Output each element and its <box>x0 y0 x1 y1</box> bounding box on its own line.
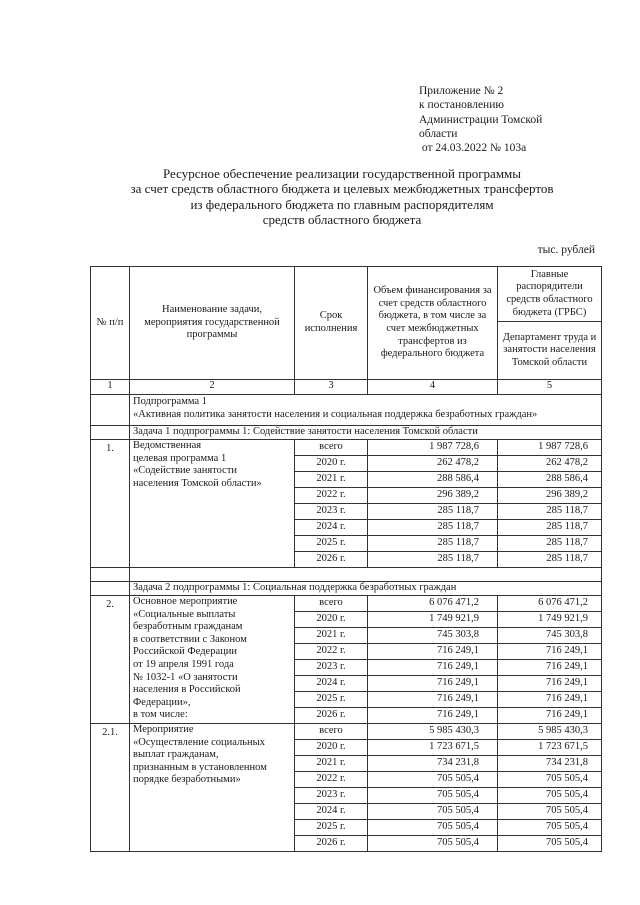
grbs-cell: 716 249,1 <box>498 644 602 660</box>
table-row <box>91 440 602 456</box>
amount-cell: 716 249,1 <box>368 644 498 660</box>
title-line: средств областного бюджета <box>262 212 422 228</box>
grbs-cell: 716 249,1 <box>498 692 602 708</box>
item-name <box>130 724 295 852</box>
item-name-line: Основное мероприятие <box>133 596 238 607</box>
col-number: 5 <box>498 380 602 395</box>
amount-cell: 296 389,2 <box>368 488 498 504</box>
period-cell: 2020 г. <box>295 456 368 472</box>
period-cell: 2023 г. <box>295 788 368 804</box>
period-cell: 2024 г. <box>295 804 368 820</box>
period-cell: 2026 г. <box>295 708 368 724</box>
grbs-cell: 705 505,4 <box>498 788 602 804</box>
period-cell: 2021 г. <box>295 628 368 644</box>
amount-cell: 288 586,4 <box>368 472 498 488</box>
grbs-cell: 705 505,4 <box>498 772 602 788</box>
table-row <box>91 724 602 740</box>
period-cell: 2025 г. <box>295 536 368 552</box>
item-number: 2. <box>91 596 130 724</box>
item-number: 1. <box>91 440 130 568</box>
period-cell: 2022 г. <box>295 644 368 660</box>
period-cell: 2026 г. <box>295 552 368 568</box>
item-2-group <box>91 596 602 724</box>
period-cell: 2021 г. <box>295 756 368 772</box>
item-name <box>130 596 295 724</box>
title-line: из федерального бюджета по главным распорядителям <box>190 196 494 212</box>
amount-cell: 262 478,2 <box>368 456 498 472</box>
period-cell: 2021 г. <box>295 472 368 488</box>
item-name-line: выплат гражданам, <box>133 749 219 761</box>
amount-cell: 716 249,1 <box>368 660 498 676</box>
item-name <box>130 440 295 568</box>
item-1-group <box>91 440 602 568</box>
col-number: 4 <box>368 380 498 395</box>
document-title <box>100 166 584 228</box>
grbs-cell: 734 231,8 <box>498 756 602 772</box>
col-number: 1 <box>91 380 130 395</box>
grbs-cell: 285 118,7 <box>498 536 602 552</box>
period-cell: 2025 г. <box>295 820 368 836</box>
grbs-cell: 716 249,1 <box>498 660 602 676</box>
period-cell: 2025 г. <box>295 692 368 708</box>
amount-cell: 1 723 671,5 <box>368 740 498 756</box>
period-cell: 2022 г. <box>295 488 368 504</box>
item-name-line: целевая программа 1 <box>133 452 227 464</box>
header-grbs-department: Департамент труда и занятости населения Томской области <box>498 322 602 380</box>
item-name-line: Российской Федерации <box>133 646 237 658</box>
appendix-line: области <box>419 127 458 140</box>
amount-cell: 705 505,4 <box>368 820 498 836</box>
item-name-line: Мероприятие <box>133 724 194 735</box>
item-name-line: в том числе: <box>133 709 188 721</box>
amount-cell: 716 249,1 <box>368 708 498 724</box>
header-amount: Объем финансирования за счет средств областного бюджета, в том числе за счет межбюджетных трансфертов из федерального бюджета <box>368 267 498 380</box>
item-name-line: «Содействие занятости <box>133 465 238 477</box>
subprogram-line: «Активная политика занятости населения и социальная поддержка безработных граждан» <box>133 408 538 420</box>
grbs-cell: 705 505,4 <box>498 804 602 820</box>
grbs-cell: 716 249,1 <box>498 676 602 692</box>
subprogram-line: Подпрограмма 1 <box>133 396 207 407</box>
col-number: 3 <box>295 380 368 395</box>
period-cell: всего <box>295 596 368 612</box>
amount-cell: 285 118,7 <box>368 552 498 568</box>
period-cell: 2022 г. <box>295 772 368 788</box>
item-name-line: населения в Российской <box>133 684 241 696</box>
period-cell: 2024 г. <box>295 520 368 536</box>
grbs-cell: 5 985 430,3 <box>498 724 602 740</box>
amount-cell: 734 231,8 <box>368 756 498 772</box>
grbs-cell: 1 749 921,9 <box>498 612 602 628</box>
period-cell: 2023 г. <box>295 660 368 676</box>
item-name-line: признанным в установленном <box>133 761 267 773</box>
header-name: Наименование задачи, мероприятия государственной программы <box>130 267 295 380</box>
amount-cell: 1 749 921,9 <box>368 612 498 628</box>
table-row <box>91 596 602 612</box>
amount-cell: 705 505,4 <box>368 788 498 804</box>
item-name-line: «Социальные выплаты <box>133 608 236 620</box>
appendix-line: Приложение № 2 <box>419 85 504 97</box>
item-name-line: Ведомственная <box>133 440 202 451</box>
task-1-row: Задача 1 подпрограммы 1: Содействие занятости населения Томской области <box>130 426 602 440</box>
amount-cell: 705 505,4 <box>368 836 498 852</box>
period-cell: 2023 г. <box>295 504 368 520</box>
item-name-line: порядке безработными» <box>133 774 241 786</box>
item-name-line: в соответствии с Законом <box>133 633 247 645</box>
grbs-cell: 288 586,4 <box>498 472 602 488</box>
grbs-cell: 296 389,2 <box>498 488 602 504</box>
grbs-cell: 6 076 471,2 <box>498 596 602 612</box>
appendix-line: от 24.03.2022 № 103а <box>419 142 527 155</box>
title-line: Ресурсное обеспечение реализации государственной программы <box>162 166 522 181</box>
grbs-cell: 745 303,8 <box>498 628 602 644</box>
header-period: Срок исполнения <box>295 267 368 380</box>
budget-table <box>90 266 602 852</box>
header-num: № п/п <box>91 267 130 380</box>
appendix-line: к постановлению <box>419 99 504 112</box>
period-cell: всего <box>295 440 368 456</box>
period-cell: 2020 г. <box>295 612 368 628</box>
appendix-block <box>419 84 542 155</box>
amount-cell: 285 118,7 <box>368 536 498 552</box>
period-cell: 2024 г. <box>295 676 368 692</box>
period-cell: всего <box>295 724 368 740</box>
grbs-cell: 1 987 728,6 <box>498 440 602 456</box>
col-number: 2 <box>130 380 295 395</box>
item-name-line: № 1032-1 «О занятости <box>133 671 238 683</box>
amount-cell: 705 505,4 <box>368 772 498 788</box>
amount-cell: 705 505,4 <box>368 804 498 820</box>
grbs-cell: 705 505,4 <box>498 820 602 836</box>
amount-cell: 745 303,8 <box>368 628 498 644</box>
amount-cell: 716 249,1 <box>368 692 498 708</box>
item-number: 2.1. <box>91 724 130 852</box>
amount-cell: 716 249,1 <box>368 676 498 692</box>
header-grbs: Главные распорядители средств областного бюджета (ГРБС) <box>498 267 602 322</box>
amount-cell: 285 118,7 <box>368 520 498 536</box>
grbs-cell: 262 478,2 <box>498 456 602 472</box>
grbs-cell: 285 118,7 <box>498 520 602 536</box>
subprogram-row <box>130 395 602 426</box>
item-2-1-group <box>91 724 602 852</box>
item-name-line: от 19 апреля 1991 года <box>133 658 234 670</box>
grbs-cell: 1 723 671,5 <box>498 740 602 756</box>
amount-cell: 1 987 728,6 <box>368 440 498 456</box>
item-name-line: Федерации», <box>133 696 191 708</box>
grbs-cell: 285 118,7 <box>498 504 602 520</box>
item-name-line: безработным гражданам <box>133 621 243 633</box>
period-cell: 2026 г. <box>295 836 368 852</box>
period-cell: 2020 г. <box>295 740 368 756</box>
units-label: тыс. рублей <box>537 244 595 256</box>
grbs-cell: 705 505,4 <box>498 836 602 852</box>
grbs-cell: 285 118,7 <box>498 552 602 568</box>
amount-cell: 285 118,7 <box>368 504 498 520</box>
amount-cell: 5 985 430,3 <box>368 724 498 740</box>
grbs-cell: 716 249,1 <box>498 708 602 724</box>
amount-cell: 6 076 471,2 <box>368 596 498 612</box>
item-name-line: населения Томской области» <box>133 477 262 489</box>
title-line: за счет средств областного бюджета и целевых межбюджетных трансфертов <box>130 181 554 197</box>
task-2-row: Задача 2 подпрограммы 1: Социальная поддержка безработных граждан <box>130 582 602 596</box>
appendix-line: Администрации Томской <box>419 113 543 126</box>
item-name-line: «Осуществление социальных <box>133 736 265 748</box>
